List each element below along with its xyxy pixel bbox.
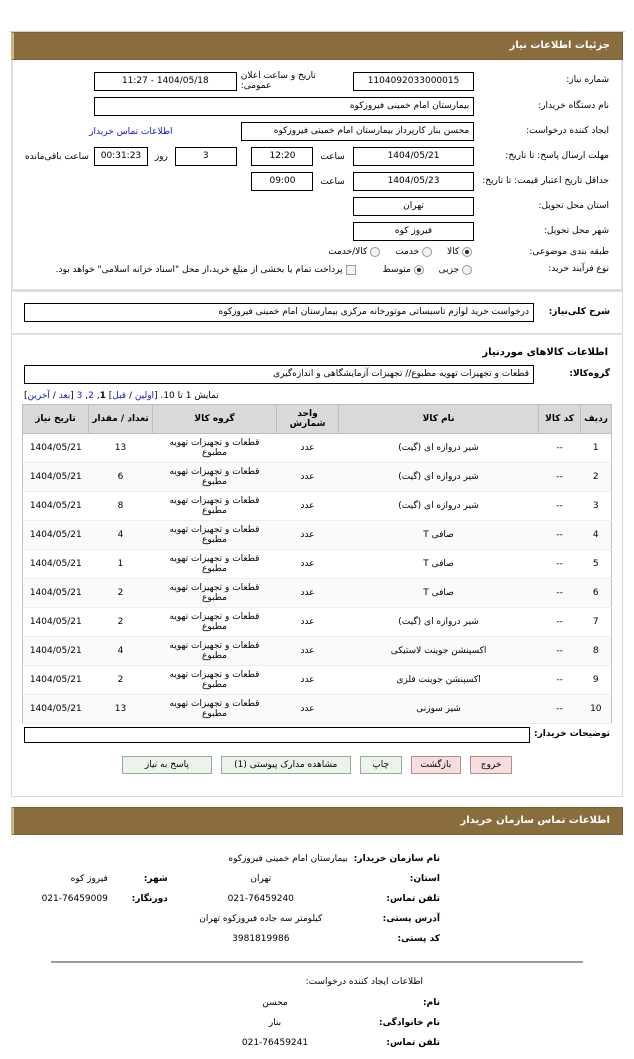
announce-label: تاریخ و ساعت اعلان عمومی: bbox=[240, 71, 316, 91]
creator-lastname-row bbox=[21, 1013, 613, 1033]
need-number-input[interactable]: 1104092033000015 bbox=[353, 72, 474, 91]
pager-open-bracket-2: [ bbox=[70, 390, 74, 401]
deadline-time-input[interactable]: 12:20 bbox=[251, 147, 313, 166]
goods-cell-name: اکسپنشن جوینت لاستیکی bbox=[339, 636, 539, 665]
table-row bbox=[23, 607, 612, 636]
table-row bbox=[23, 694, 612, 723]
goods-cell-name: اکسپنشن جوینت فلزی bbox=[339, 665, 539, 694]
category-option-khedmat[interactable] bbox=[382, 248, 434, 258]
goods-cell-group: قطعات و تجهیزات تهویه مطبوع bbox=[153, 665, 277, 694]
notes-label: توضیحات خریدار: bbox=[534, 729, 610, 740]
goods-cell-unit: عدد bbox=[277, 694, 339, 723]
table-row bbox=[23, 491, 612, 520]
goods-cell-unit: عدد bbox=[277, 665, 339, 694]
province-input[interactable]: تهران bbox=[353, 197, 474, 216]
contact-phone-label: تلفن تماس: bbox=[386, 893, 440, 904]
goods-cell-unit: عدد bbox=[277, 578, 339, 607]
creator-phone-row bbox=[21, 1033, 613, 1053]
goods-cell-row: 4 bbox=[581, 520, 612, 549]
goods-cell-qty: 2 bbox=[89, 665, 153, 694]
goods-cell-code: -- bbox=[539, 636, 581, 665]
goods-cell-group: قطعات و تجهیزات تهویه مطبوع bbox=[153, 520, 277, 549]
goods-cell-code: -- bbox=[539, 694, 581, 723]
col-row: ردیف bbox=[581, 404, 612, 433]
creator-lastname-value: بنار bbox=[268, 1017, 282, 1028]
category-option-kala[interactable] bbox=[434, 248, 474, 258]
buyer-org-label: نام دستگاه خریدار: bbox=[538, 100, 609, 111]
goods-cell-group: قطعات و تجهیزات تهویه مطبوع bbox=[153, 694, 277, 723]
goods-cell-unit: عدد bbox=[277, 462, 339, 491]
goods-cell-qty: 8 bbox=[89, 491, 153, 520]
goods-cell-row: 5 bbox=[581, 549, 612, 578]
pager-prev-link[interactable]: قبل bbox=[112, 390, 127, 401]
exit-button[interactable]: خروج bbox=[470, 756, 512, 774]
contact-org-value: بیمارستان امام خمینی فیروزکوه bbox=[228, 853, 348, 864]
radio-jozi-icon[interactable] bbox=[462, 265, 472, 275]
table-row bbox=[23, 462, 612, 491]
goods-group-label: گروه‌کالا: bbox=[569, 369, 610, 379]
need-details-title: جزئیات اطلاعات نیاز bbox=[509, 40, 610, 51]
need-summary-panel bbox=[12, 292, 622, 333]
goods-cell-code: -- bbox=[539, 433, 581, 462]
pager-sep-2: / bbox=[52, 390, 56, 401]
goods-cell-code: -- bbox=[539, 665, 581, 694]
category-option-khedmat-label: خدمت bbox=[395, 247, 420, 258]
goods-cell-unit: عدد bbox=[277, 549, 339, 578]
contact-province-value: تهران bbox=[250, 873, 272, 884]
goods-cell-date: 1404/05/21 bbox=[23, 578, 89, 607]
goods-cell-row: 8 bbox=[581, 636, 612, 665]
validity-row bbox=[23, 169, 611, 194]
buyer-org-input[interactable]: بیمارستان امام خمینی فیروزکوه bbox=[94, 97, 474, 116]
goods-cell-row: 6 bbox=[581, 578, 612, 607]
goods-cell-unit: عدد bbox=[277, 636, 339, 665]
goods-table-body bbox=[23, 433, 612, 723]
contact-city-value: فیروز کوه bbox=[70, 873, 108, 884]
category-option-kala-khedmat-label: کالا/خدمت bbox=[328, 247, 368, 258]
creator-input[interactable]: محسن بنار کارپرداز بیمارستان امام خمینی فیروزکوه bbox=[241, 122, 474, 141]
goods-table-header-row bbox=[23, 404, 612, 433]
goods-cell-group: قطعات و تجهیزات تهویه مطبوع bbox=[153, 636, 277, 665]
category-row bbox=[23, 244, 611, 261]
goods-cell-group: قطعات و تجهیزات تهویه مطبوع bbox=[153, 491, 277, 520]
goods-cell-name: شیر دروازه ای (گیت) bbox=[339, 462, 539, 491]
summary-input[interactable]: درخواست خرید لوازم تاسیساتی موتورخانه مرکزی بیمارستان امام خمینی فیروزکوه bbox=[24, 303, 534, 322]
goods-cell-code: -- bbox=[539, 549, 581, 578]
table-row bbox=[23, 578, 612, 607]
print-button[interactable]: چاپ bbox=[360, 756, 402, 774]
goods-pager: نمایش 1 تا 10. [اولین / قبل] 1, 2, 3 [بعد / آخرین] bbox=[24, 390, 219, 401]
need-number-label: شماره نیاز: bbox=[566, 75, 609, 86]
goods-panel bbox=[12, 335, 622, 796]
remaining-days-input: 3 bbox=[175, 147, 237, 166]
goods-cell-name: شیر دروازه ای (گیت) bbox=[339, 491, 539, 520]
table-row bbox=[23, 433, 612, 462]
goods-section-title: اطلاعات کالاهای موردنیاز bbox=[482, 346, 608, 358]
col-qty: تعداد / مقدار bbox=[89, 404, 153, 433]
goods-cell-name: شیر دروازه ای (گیت) bbox=[339, 433, 539, 462]
goods-cell-qty: 2 bbox=[89, 578, 153, 607]
pager-next-link[interactable]: بعد bbox=[58, 390, 71, 401]
creator-row bbox=[23, 119, 611, 144]
table-row bbox=[23, 636, 612, 665]
creator-lastname-label: نام خانوادگی: bbox=[378, 1017, 440, 1028]
goods-cell-code: -- bbox=[539, 607, 581, 636]
goods-cell-date: 1404/05/21 bbox=[23, 462, 89, 491]
process-label: نوع فرآیند خرید: bbox=[548, 264, 609, 275]
col-name: نام کالا bbox=[339, 404, 539, 433]
radio-motavaset-icon[interactable] bbox=[414, 265, 424, 275]
goods-cell-date: 1404/05/21 bbox=[23, 491, 89, 520]
buyer-contact-link[interactable]: اطلاعات تماس خریدار bbox=[89, 126, 173, 137]
goods-cell-unit: عدد bbox=[277, 520, 339, 549]
contact-postal-row bbox=[21, 929, 613, 949]
need-details-section bbox=[11, 60, 623, 291]
back-button[interactable]: بازگشت bbox=[411, 756, 462, 774]
contact-city-label: شهر: bbox=[143, 873, 168, 884]
summary-label: شرح کلی‌نیاز: bbox=[548, 307, 610, 317]
goods-table bbox=[22, 404, 612, 724]
goods-cell-date: 1404/05/21 bbox=[23, 433, 89, 462]
contact-address-row bbox=[21, 909, 613, 929]
goods-cell-qty: 13 bbox=[89, 433, 153, 462]
pager-first-link[interactable]: اولین bbox=[134, 390, 155, 401]
process-row bbox=[23, 261, 611, 278]
contact-location-row bbox=[21, 869, 613, 889]
col-group: گروه کالا bbox=[153, 404, 277, 433]
contact-fax-label: دورنگار: bbox=[131, 893, 168, 904]
goods-cell-row: 7 bbox=[581, 607, 612, 636]
category-label: طبقه بندی موضوعی: bbox=[529, 247, 609, 257]
creator-phone-label: تلفن تماس: bbox=[386, 1037, 440, 1048]
need-details-panel bbox=[12, 60, 622, 290]
goods-cell-code: -- bbox=[539, 491, 581, 520]
need-number-row bbox=[23, 68, 611, 94]
province-label: استان محل تحویل: bbox=[538, 200, 609, 211]
category-option-kala-label: کالا bbox=[447, 247, 460, 258]
goods-cell-name: صافی T bbox=[339, 549, 539, 578]
need-details-header bbox=[11, 32, 623, 60]
pager-page-2[interactable]: 2 bbox=[88, 390, 94, 401]
contact-body bbox=[11, 835, 623, 1059]
goods-cell-qty: 6 bbox=[89, 462, 153, 491]
contact-postal-label: کد پستی: bbox=[397, 933, 440, 944]
creator-section-title: اطلاعات ایجاد کننده درخواست: bbox=[305, 976, 423, 987]
remaining-days-label: روز bbox=[154, 151, 168, 162]
table-row bbox=[23, 549, 612, 578]
goods-cell-name: صافی T bbox=[339, 520, 539, 549]
goods-cell-row: 10 bbox=[581, 694, 612, 723]
goods-group-input[interactable]: قطعات و تجهیزات تهویه مطبوع// تجهیزات آزمایشگاهی و اندازه‌گیری bbox=[24, 365, 534, 384]
contact-province-label: استان: bbox=[409, 873, 440, 884]
pager-close-bracket-2: ] bbox=[24, 390, 28, 401]
goods-group-form bbox=[22, 362, 612, 387]
city-label: شهر محل تحویل: bbox=[543, 225, 609, 236]
process-option-jozi-label: جزیی bbox=[438, 264, 460, 275]
page-top-frame bbox=[9, 0, 625, 32]
contact-section bbox=[11, 807, 623, 1059]
goods-table-head bbox=[23, 404, 612, 433]
radio-kala-khedmat-icon[interactable] bbox=[370, 247, 380, 257]
pager-page-1[interactable]: 1 bbox=[99, 390, 106, 401]
treasury-checkbox-group[interactable] bbox=[46, 265, 370, 275]
remaining-time-label: ساعت باقی‌مانده bbox=[25, 151, 89, 162]
goods-cell-qty: 4 bbox=[89, 520, 153, 549]
contact-phone-row bbox=[21, 889, 613, 909]
category-option-kala-khedmat[interactable] bbox=[318, 248, 382, 258]
notes-input[interactable] bbox=[24, 727, 530, 743]
goods-section bbox=[11, 334, 623, 797]
goods-cell-qty: 1 bbox=[89, 549, 153, 578]
province-row bbox=[23, 194, 611, 219]
process-option-jozi[interactable] bbox=[426, 265, 474, 275]
radio-kala-icon[interactable] bbox=[462, 247, 472, 257]
validity-time-label: ساعت bbox=[320, 176, 345, 187]
goods-cell-row: 9 bbox=[581, 665, 612, 694]
contact-title: اطلاعات تماس سازمان خریدار bbox=[460, 814, 610, 826]
summary-row bbox=[22, 300, 612, 325]
pager-display-text: نمایش 1 تا 10. bbox=[160, 390, 219, 401]
goods-cell-name: شیر سوزنی bbox=[339, 694, 539, 723]
pager-last-link[interactable]: آخرین bbox=[27, 390, 50, 401]
goods-cell-qty: 4 bbox=[89, 636, 153, 665]
notes-row bbox=[22, 724, 612, 746]
contact-phone-value: 021-76459240 bbox=[227, 893, 294, 904]
goods-cell-row: 1 bbox=[581, 433, 612, 462]
process-option-motavaset[interactable] bbox=[370, 265, 426, 275]
goods-cell-name: شیر دروازه ای (گیت) bbox=[339, 607, 539, 636]
table-row bbox=[23, 520, 612, 549]
contact-fax-value: 021-76459009 bbox=[41, 893, 108, 904]
need-summary-section bbox=[11, 291, 623, 334]
deadline-label: مهلت ارسال پاسخ: تا تاریخ: bbox=[505, 150, 609, 161]
goods-cell-date: 1404/05/21 bbox=[23, 636, 89, 665]
goods-cell-group: قطعات و تجهیزات تهویه مطبوع bbox=[153, 462, 277, 491]
goods-cell-date: 1404/05/21 bbox=[23, 520, 89, 549]
goods-cell-date: 1404/05/21 bbox=[23, 665, 89, 694]
deadline-row bbox=[23, 144, 611, 169]
goods-cell-date: 1404/05/21 bbox=[23, 694, 89, 723]
process-option-motavaset-label: متوسط bbox=[382, 264, 411, 275]
goods-cell-group: قطعات و تجهیزات تهویه مطبوع bbox=[153, 549, 277, 578]
goods-cell-row: 2 bbox=[581, 462, 612, 491]
checkbox-treasury-icon[interactable] bbox=[346, 265, 356, 275]
notes-form bbox=[22, 724, 612, 746]
col-code: کد کالا bbox=[539, 404, 581, 433]
deadline-time-label: ساعت bbox=[320, 151, 345, 162]
validity-date-input[interactable]: 1404/05/23 bbox=[353, 172, 474, 191]
table-row bbox=[23, 665, 612, 694]
radio-khedmat-icon[interactable] bbox=[422, 247, 432, 257]
goods-cell-qty: 2 bbox=[89, 607, 153, 636]
buyer-org-row bbox=[23, 94, 611, 119]
goods-cell-date: 1404/05/21 bbox=[23, 607, 89, 636]
action-button-bar bbox=[22, 746, 612, 786]
creator-label: ایجاد کننده درخواست: bbox=[526, 125, 609, 136]
need-details-form bbox=[23, 68, 611, 279]
pager-close-bracket-1: ] bbox=[108, 390, 113, 401]
goods-cell-unit: عدد bbox=[277, 433, 339, 462]
goods-group-row bbox=[22, 362, 612, 387]
pager-page-3[interactable]: 3 bbox=[76, 390, 83, 401]
goods-cell-code: -- bbox=[539, 578, 581, 607]
goods-cell-unit: عدد bbox=[277, 491, 339, 520]
contact-org-label: نام سازمان خریدار: bbox=[353, 853, 440, 864]
creator-phone-value: 021-76459241 bbox=[241, 1037, 309, 1048]
goods-cell-code: -- bbox=[539, 520, 581, 549]
answer-need-button[interactable]: پاسخ به نیاز bbox=[122, 756, 212, 774]
goods-cell-row: 3 bbox=[581, 491, 612, 520]
contact-table bbox=[21, 849, 613, 949]
validity-label: حداقل تاریخ اعتبار قیمت: تا تاریخ: bbox=[482, 175, 609, 186]
goods-cell-name: صافی T bbox=[339, 578, 539, 607]
contact-address-value: کیلومتر سه جاده فیروزکوه تهران bbox=[199, 913, 323, 924]
goods-cell-date: 1404/05/21 bbox=[23, 549, 89, 578]
contact-org-row bbox=[21, 849, 613, 869]
city-input[interactable]: فیروز کوه bbox=[353, 222, 474, 241]
contact-header bbox=[11, 807, 623, 835]
creator-table bbox=[21, 993, 613, 1053]
contact-address-label: آدرس پستی: bbox=[382, 913, 440, 924]
goods-cell-group: قطعات و تجهیزات تهویه مطبوع bbox=[153, 578, 277, 607]
creator-firstname-label: نام: bbox=[423, 997, 440, 1008]
validity-time-input[interactable]: 09:00 bbox=[251, 172, 313, 191]
creator-firstname-value: محسن bbox=[262, 997, 288, 1008]
city-row bbox=[23, 219, 611, 244]
view-attachments-button[interactable]: مشاهده مدارک پیوستی (1) bbox=[221, 756, 351, 774]
col-unit: واحد شمارش bbox=[277, 404, 339, 433]
deadline-date-input[interactable]: 1404/05/21 bbox=[353, 147, 474, 166]
treasury-checkbox-label: پرداخت تمام یا بخشی از مبلغ خرید،از محل "اسناد خزانه اسلامی" خواهد بود. bbox=[55, 264, 343, 275]
creator-firstname-row bbox=[21, 993, 613, 1013]
pager-sep-1: / bbox=[128, 390, 133, 401]
goods-cell-qty: 13 bbox=[89, 694, 153, 723]
need-summary-form bbox=[22, 300, 612, 325]
goods-cell-unit: عدد bbox=[277, 607, 339, 636]
pager-open-bracket-1: [ bbox=[154, 390, 158, 401]
goods-cell-group: قطعات و تجهیزات تهویه مطبوع bbox=[153, 433, 277, 462]
goods-cell-group: قطعات و تجهیزات تهویه مطبوع bbox=[153, 607, 277, 636]
col-date: تاریخ نیاز bbox=[23, 404, 89, 433]
announce-date-input[interactable]: 1404/05/18 - 11:27 bbox=[94, 72, 237, 91]
remaining-time-input: 00:31:23 bbox=[94, 147, 148, 166]
goods-cell-code: -- bbox=[539, 462, 581, 491]
contact-postal-value: 3981819986 bbox=[232, 933, 290, 944]
